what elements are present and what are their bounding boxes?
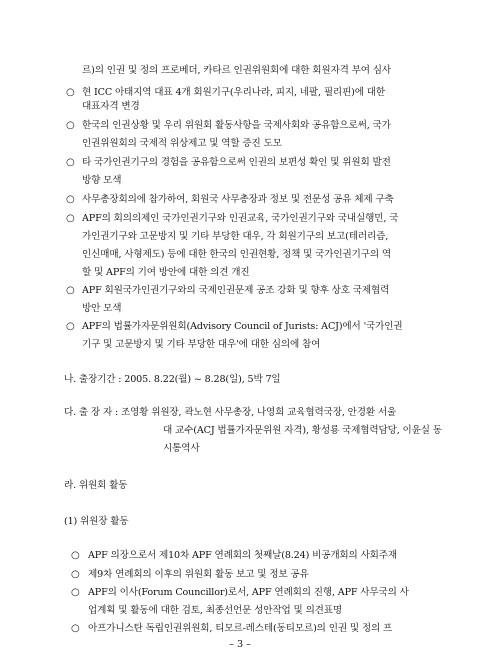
bullet-item-line: 현 ICC 아태지역 대표 4개 회원기구(우리나라, 피지, 네팔, 필리핀)에 대한 xyxy=(82,87,386,98)
bullet-item-line: 기구 및 고문방지 및 기타 부당한 대우'에 대한 심의에 참여 xyxy=(82,339,321,350)
section-heading-na: 나. 출장기간 : 2005. 8.22(월) ~ 8.28(일), 5박 7일 xyxy=(64,374,281,385)
bullet-item-line: 인권위원회의 국제적 위상제고 및 역할 증진 도모 xyxy=(82,138,282,149)
bullet-item-line: 타 국가인권기구의 경험을 공유함으로써 인권의 보편성 확인 및 위원회 발전 xyxy=(82,157,391,168)
bullet-circle-icon: ○ xyxy=(71,623,80,634)
bullet-item-line: 인신매매, 사형제도) 등에 대한 한국의 인권현황, 정책 및 국가인권기구의 역 xyxy=(82,249,392,260)
section-heading-da: 다. 출 장 자 : 조영황 위원장, 곽노현 사무총장, 나영희 교육협력국장, 안경환 서울 xyxy=(64,407,397,418)
bullet-item-line: 제9차 연례회의 이후의 위원회 활동 보고 및 정보 공유 xyxy=(88,569,309,580)
bullet-circle-icon: ○ xyxy=(66,120,75,131)
bullet-item-line: 방안 모색 xyxy=(82,303,122,314)
bullet-circle-icon: ○ xyxy=(66,213,75,224)
bullet-circle-icon: ○ xyxy=(71,587,80,598)
bullet-item-line: APF의 회의의제인 국가인권기구와 인권교육, 국가인권기구와 국내실행민, 국 xyxy=(82,213,399,224)
bullet-item-line: 할 및 APF의 기여 방안에 대한 의견 개진 xyxy=(82,267,250,278)
bullet-item-line: 사무총장회의에 참가하여, 회원국 사무총장과 정보 및 전문성 공유 체제 구축 xyxy=(82,194,394,205)
bullet-item-line: APF의 법률가자문위원회(Advisory Council of Jurists: ACJ)에서 '국가인권 xyxy=(82,321,403,332)
bullet-item-line: 방향 모색 xyxy=(82,175,122,186)
bullet-item-line: APF의 이사(Forum Councillor)로서, APF 연례회의 진행, APF 사무국의 사 xyxy=(88,587,409,598)
bullet-circle-icon: ○ xyxy=(66,157,75,168)
bullet-circle-icon: ○ xyxy=(66,321,75,332)
participants-line: 시통역사 xyxy=(163,443,200,454)
bullet-item-line: 가인권기구와 고문방지 및 기타 부당한 대우, 각 회원기구의 보고(테러리즘, xyxy=(82,231,389,242)
bullet-circle-icon: ○ xyxy=(71,550,80,561)
participants-line: 대 교수(ACJ 법률가자문위원 자격), 황성룡 국제협력담당, 이윤실 동 xyxy=(163,425,442,436)
bullet-circle-icon: ○ xyxy=(66,285,75,296)
bullet-item-line: 업계획 및 활동에 대한 검토, 최종선언문 성안작업 및 의견표명 xyxy=(88,605,343,616)
page-number: – 3 – xyxy=(229,639,251,650)
bullet-circle-icon: ○ xyxy=(71,569,80,580)
bullet-circle-icon: ○ xyxy=(66,87,75,98)
bullet-item-line: 아프가니스탄 독립인권위원회, 티모르-레스테(동티모르)의 인권 및 정의 프 xyxy=(88,623,393,634)
bullet-circle-icon: ○ xyxy=(66,194,75,205)
bullet-item-line: 대표자격 변경 xyxy=(82,101,140,112)
bullet-item-line: 한국의 인권상황 및 우리 위원회 활동사항을 국제사회와 공유함으로써, 국가 xyxy=(82,120,391,131)
paragraph-line: 르)의 인권 및 정의 프로베더, 카타르 인권위원회에 대한 회원자격 부여 심사 xyxy=(82,65,392,76)
bullet-item-line: APF 회원국가인권기구와의 국제인권문제 공조 강화 및 향후 상호 국제협력 xyxy=(82,285,390,296)
bullet-item-line: APF 의장으로서 제10차 APF 연례회의 첫째날(8.24) 비공개회의 사회주재 xyxy=(88,550,398,561)
subsection-heading: (1) 위원장 활동 xyxy=(64,516,129,527)
section-heading-ra: 라. 위원회 활동 xyxy=(64,480,128,491)
